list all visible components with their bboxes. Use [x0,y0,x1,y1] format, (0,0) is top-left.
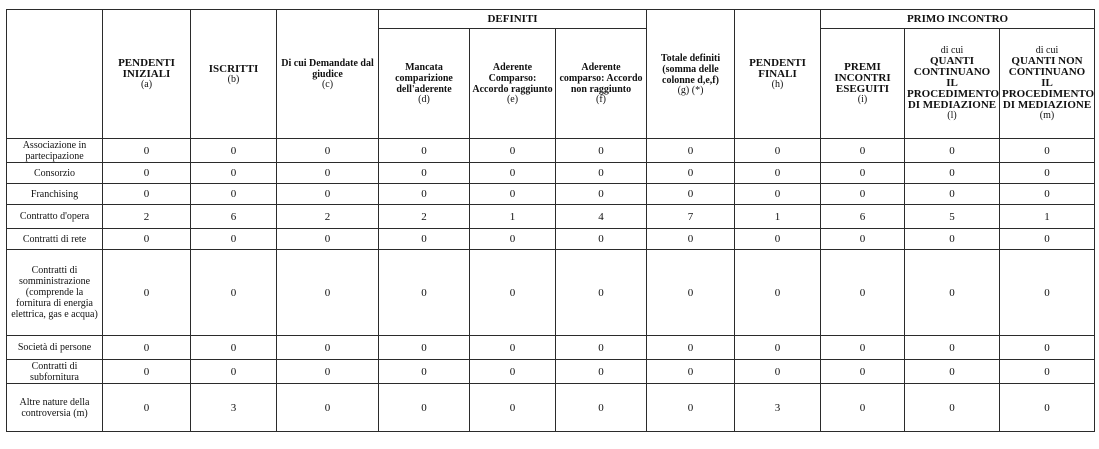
table-cell: 0 [556,360,647,384]
table-cell: 0 [1000,336,1095,360]
table-cell: 0 [1000,250,1095,336]
table-cell: 0 [191,360,277,384]
table-cell: 0 [470,139,556,163]
header-pendenti-iniziali: PENDENTI INIZIALI (a) [103,10,191,139]
table-body [7,139,1095,432]
header-accordo-raggiunto: Aderente Comparso: Accordo raggiunto (e) [470,29,556,139]
table-cell: 0 [647,163,735,184]
table-row [7,184,1095,205]
table-cell: 0 [821,384,905,432]
table-cell: 0 [1000,384,1095,432]
table-row [7,360,1095,384]
table-cell: 0 [821,229,905,250]
row-label: Contratti di subfornitura [7,360,103,384]
table-cell: 0 [103,360,191,384]
table-row [7,336,1095,360]
table-cell: 0 [103,250,191,336]
row-label: Associazione in partecipazione [7,139,103,163]
table-cell: 0 [379,184,470,205]
table-cell: 0 [103,184,191,205]
row-label: Franchising [7,184,103,205]
table-cell: 3 [735,384,821,432]
row-label: Contratto d'opera [7,205,103,229]
header-accordo-non-raggiunto: Aderente comparso: Accordo non raggiunto (f) [556,29,647,139]
table-cell: 0 [470,250,556,336]
table-cell: 0 [821,250,905,336]
table-cell: 0 [191,229,277,250]
table-cell: 0 [103,139,191,163]
header-mancata-comparizione: Mancata comparizione dell'aderente (d) [379,29,470,139]
table-cell: 0 [905,139,1000,163]
table-cell: 0 [1000,139,1095,163]
table-cell: 0 [556,184,647,205]
header-pendenti-finali: PENDENTI FINALI (h) [735,10,821,139]
table-cell: 0 [470,184,556,205]
header-demandate: Di cui Demandate dal giudice (c) [277,10,379,139]
table-cell: 0 [905,163,1000,184]
table-cell: 2 [103,205,191,229]
table-cell: 0 [905,229,1000,250]
table-cell: 0 [821,336,905,360]
table-cell: 1 [735,205,821,229]
table-cell: 0 [277,139,379,163]
table-cell: 0 [379,336,470,360]
table-cell: 6 [821,205,905,229]
table-cell: 0 [735,163,821,184]
table-cell: 0 [647,360,735,384]
table-cell: 0 [556,336,647,360]
table-cell: 5 [905,205,1000,229]
table-cell: 0 [905,360,1000,384]
table-cell: 0 [735,360,821,384]
table-cell: 1 [1000,205,1095,229]
table-cell: 0 [556,163,647,184]
table-row [7,205,1095,229]
table-cell: 3 [191,384,277,432]
table-cell: 0 [191,250,277,336]
header-non-continuano: di cui QUANTI NON CONTINUANO IL PROCEDIMENTO DI MEDIAZIONE (m) [1000,29,1095,139]
table-cell: 0 [647,250,735,336]
row-label: Società di persone [7,336,103,360]
table-cell: 6 [191,205,277,229]
table-cell: 0 [905,384,1000,432]
table-cell: 0 [277,250,379,336]
header-continuano: di cui QUANTI CONTINUANO IL PROCEDIMENTO DI MEDIAZIONE (l) [905,29,1000,139]
header-premi-incontri: PREMI INCONTRI ESEGUITI (i) [821,29,905,139]
row-label: Contratti di somministrazione (comprende la fornitura di energia elettrica, gas e acqua) [7,250,103,336]
table-cell: 0 [647,229,735,250]
table-cell: 0 [647,336,735,360]
table-cell: 0 [556,139,647,163]
table-cell: 0 [379,163,470,184]
table-cell: 0 [735,184,821,205]
table-cell: 2 [277,205,379,229]
table-cell: 0 [470,163,556,184]
header-iscritti: ISCRITTI (b) [191,10,277,139]
table-row [7,384,1095,432]
table-cell: 0 [647,139,735,163]
header-totale-definiti: Totale definiti (somma delle colonne d,e,f) (g) (*) [647,10,735,139]
table-cell: 0 [277,163,379,184]
table-cell: 0 [277,384,379,432]
table-cell: 0 [1000,184,1095,205]
table-cell: 0 [277,229,379,250]
table-cell: 0 [103,229,191,250]
table-cell: 0 [821,360,905,384]
table-cell: 0 [647,184,735,205]
header-definiti-group: DEFINITI [379,10,647,29]
table-cell: 0 [470,336,556,360]
row-label: Altre nature della controversia (m) [7,384,103,432]
table-cell: 0 [735,139,821,163]
table-cell: 0 [277,184,379,205]
table-cell: 0 [1000,229,1095,250]
table-cell: 2 [379,205,470,229]
table-row [7,229,1095,250]
table-cell: 0 [556,250,647,336]
table-cell: 0 [191,139,277,163]
table-cell: 0 [556,229,647,250]
table-row [7,250,1095,336]
table-cell: 0 [735,336,821,360]
header-primo-incontro-group: PRIMO INCONTRO [821,10,1095,29]
table-cell: 0 [103,336,191,360]
table-cell: 0 [379,250,470,336]
table-cell: 0 [647,384,735,432]
table-row [7,163,1095,184]
table-cell: 0 [556,384,647,432]
table-cell: 0 [735,229,821,250]
table-cell: 0 [277,360,379,384]
table-cell: 0 [821,163,905,184]
table-cell: 0 [821,184,905,205]
table-cell: 0 [1000,360,1095,384]
table-cell: 7 [647,205,735,229]
row-label: Consorzio [7,163,103,184]
table-cell: 0 [103,384,191,432]
table-cell: 0 [470,229,556,250]
table-cell: 0 [905,250,1000,336]
table-cell: 0 [277,336,379,360]
corner-cell [7,10,103,139]
table-cell: 0 [379,360,470,384]
row-label: Contratti di rete [7,229,103,250]
table-cell: 0 [905,184,1000,205]
table-cell: 0 [191,163,277,184]
table-cell: 0 [379,384,470,432]
table-cell: 0 [1000,163,1095,184]
table-row [7,139,1095,163]
table-cell: 4 [556,205,647,229]
table-cell: 0 [379,139,470,163]
table-cell: 0 [735,250,821,336]
table-cell: 0 [470,384,556,432]
table-cell: 1 [470,205,556,229]
table-cell: 0 [379,229,470,250]
table-cell: 0 [821,139,905,163]
statistics-table [6,9,1095,432]
table-cell: 0 [191,336,277,360]
table-cell: 0 [470,360,556,384]
table-cell: 0 [191,184,277,205]
table-cell: 0 [103,163,191,184]
table-cell: 0 [905,336,1000,360]
